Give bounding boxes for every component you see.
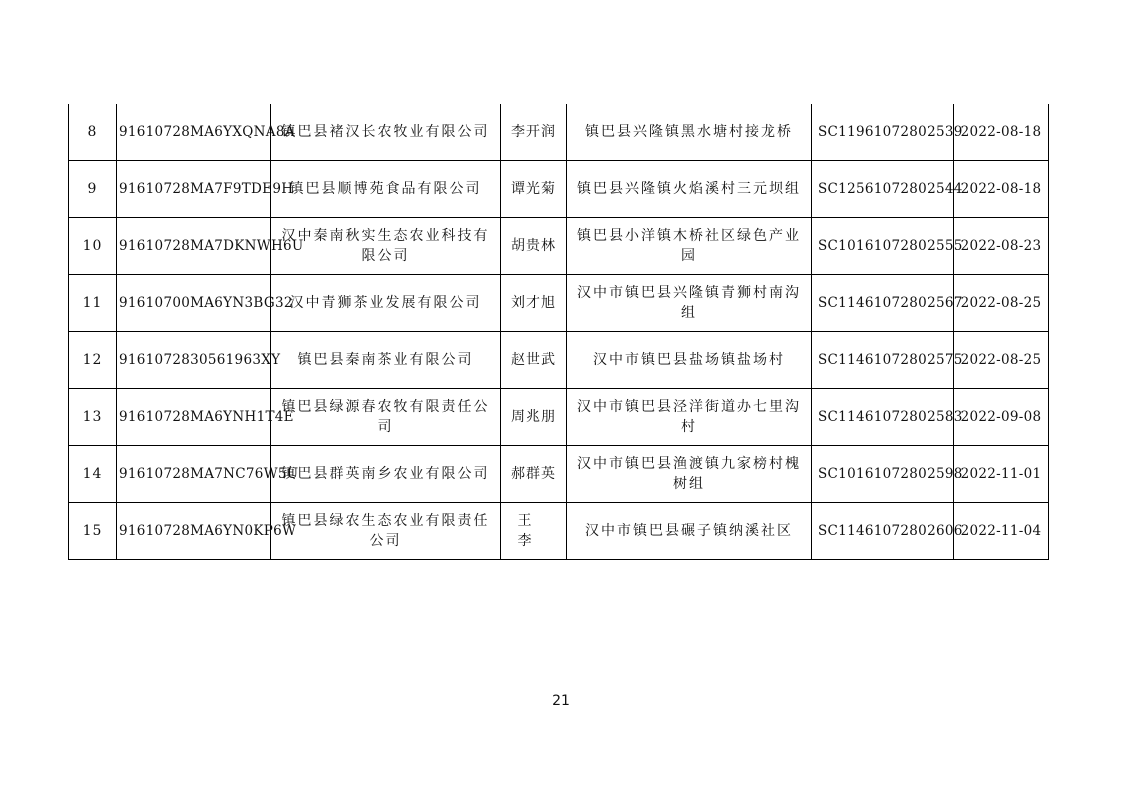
- address-cell: 镇巴县兴隆镇黑水塘村接龙桥: [567, 104, 812, 161]
- legal-person-cell: 郝群英: [501, 446, 567, 503]
- credit-code-cell: 9161072830561963XY: [117, 332, 271, 389]
- table-row: [69, 503, 1049, 560]
- credit-code-cell: 91610728MA6YN0KP6W: [117, 503, 271, 560]
- table-row: [69, 161, 1049, 218]
- address-cell: 汉中市镇巴县渔渡镇九家榜村槐树组: [567, 446, 812, 503]
- legal-person-cell: 周兆朋: [501, 389, 567, 446]
- address-cell: 汉中市镇巴县兴隆镇青狮村南沟组: [567, 275, 812, 332]
- legal-person-cell: 王李: [501, 503, 567, 560]
- credit-code-cell: 91610728MA7F9TDE9H: [117, 161, 271, 218]
- table-row: [69, 218, 1049, 275]
- issue-date-cell: 2022-08-18: [954, 104, 1049, 161]
- issue-date-cell: 2022-08-23: [954, 218, 1049, 275]
- row-number: 12: [69, 332, 117, 389]
- issue-date-cell: 2022-11-04: [954, 503, 1049, 560]
- table-row: [69, 446, 1049, 503]
- license-registry-table: [68, 104, 1049, 560]
- issue-date-cell: 2022-08-18: [954, 161, 1049, 218]
- legal-person-cell: 刘才旭: [501, 275, 567, 332]
- license-number-cell: SC11461072802567: [812, 275, 954, 332]
- license-number-cell: SC12561072802544: [812, 161, 954, 218]
- row-number: 15: [69, 503, 117, 560]
- credit-code-cell: 91610700MA6YN3BG32: [117, 275, 271, 332]
- company-name-cell: 汉中青狮茶业发展有限公司: [271, 275, 501, 332]
- company-name-cell: 镇巴县群英南乡农业有限公司: [271, 446, 501, 503]
- credit-code-cell: 91610728MA6YNH1T4E: [117, 389, 271, 446]
- license-number-cell: SC10161072802598: [812, 446, 954, 503]
- address-cell: 镇巴县小洋镇木桥社区绿色产业园: [567, 218, 812, 275]
- table-body: [69, 104, 1049, 560]
- license-number-cell: SC11461072802575: [812, 332, 954, 389]
- table-row: [69, 389, 1049, 446]
- address-cell: 汉中市镇巴县碾子镇纳溪社区: [567, 503, 812, 560]
- license-number-cell: SC11961072802539: [812, 104, 954, 161]
- address-cell: 汉中市镇巴县泾洋街道办七里沟村: [567, 389, 812, 446]
- credit-code-cell: 91610728MA7NC76W5U: [117, 446, 271, 503]
- legal-person-cell: 李开润: [501, 104, 567, 161]
- company-name-cell: 汉中秦南秋实生态农业科技有限公司: [271, 218, 501, 275]
- license-number-cell: SC11461072802606: [812, 503, 954, 560]
- table-row: [69, 104, 1049, 161]
- address-cell: 镇巴县兴隆镇火焰溪村三元坝组: [567, 161, 812, 218]
- row-number: 10: [69, 218, 117, 275]
- license-number-cell: SC10161072802555: [812, 218, 954, 275]
- company-name-cell: 镇巴县顺博苑食品有限公司: [271, 161, 501, 218]
- row-number: 9: [69, 161, 117, 218]
- legal-person-cell: 胡贵林: [501, 218, 567, 275]
- company-name-cell: 镇巴县褚汉长农牧业有限公司: [271, 104, 501, 161]
- row-number: 14: [69, 446, 117, 503]
- page-number: 21: [552, 693, 570, 709]
- issue-date-cell: 2022-08-25: [954, 332, 1049, 389]
- company-name-cell: 镇巴县绿源春农牧有限责任公司: [271, 389, 501, 446]
- credit-code-cell: 91610728MA6YXQNA8A: [117, 104, 271, 161]
- credit-code-cell: 91610728MA7DKNWH6U: [117, 218, 271, 275]
- company-name-cell: 镇巴县秦南茶业有限公司: [271, 332, 501, 389]
- issue-date-cell: 2022-09-08: [954, 389, 1049, 446]
- legal-person-cell: 谭光菊: [501, 161, 567, 218]
- legal-person-cell: 赵世武: [501, 332, 567, 389]
- table-row: [69, 275, 1049, 332]
- row-number: 13: [69, 389, 117, 446]
- address-cell: 汉中市镇巴县盐场镇盐场村: [567, 332, 812, 389]
- row-number: 11: [69, 275, 117, 332]
- row-number: 8: [69, 104, 117, 161]
- issue-date-cell: 2022-11-01: [954, 446, 1049, 503]
- license-number-cell: SC11461072802583: [812, 389, 954, 446]
- table-row: [69, 332, 1049, 389]
- company-name-cell: 镇巴县绿农生态农业有限责任公司: [271, 503, 501, 560]
- issue-date-cell: 2022-08-25: [954, 275, 1049, 332]
